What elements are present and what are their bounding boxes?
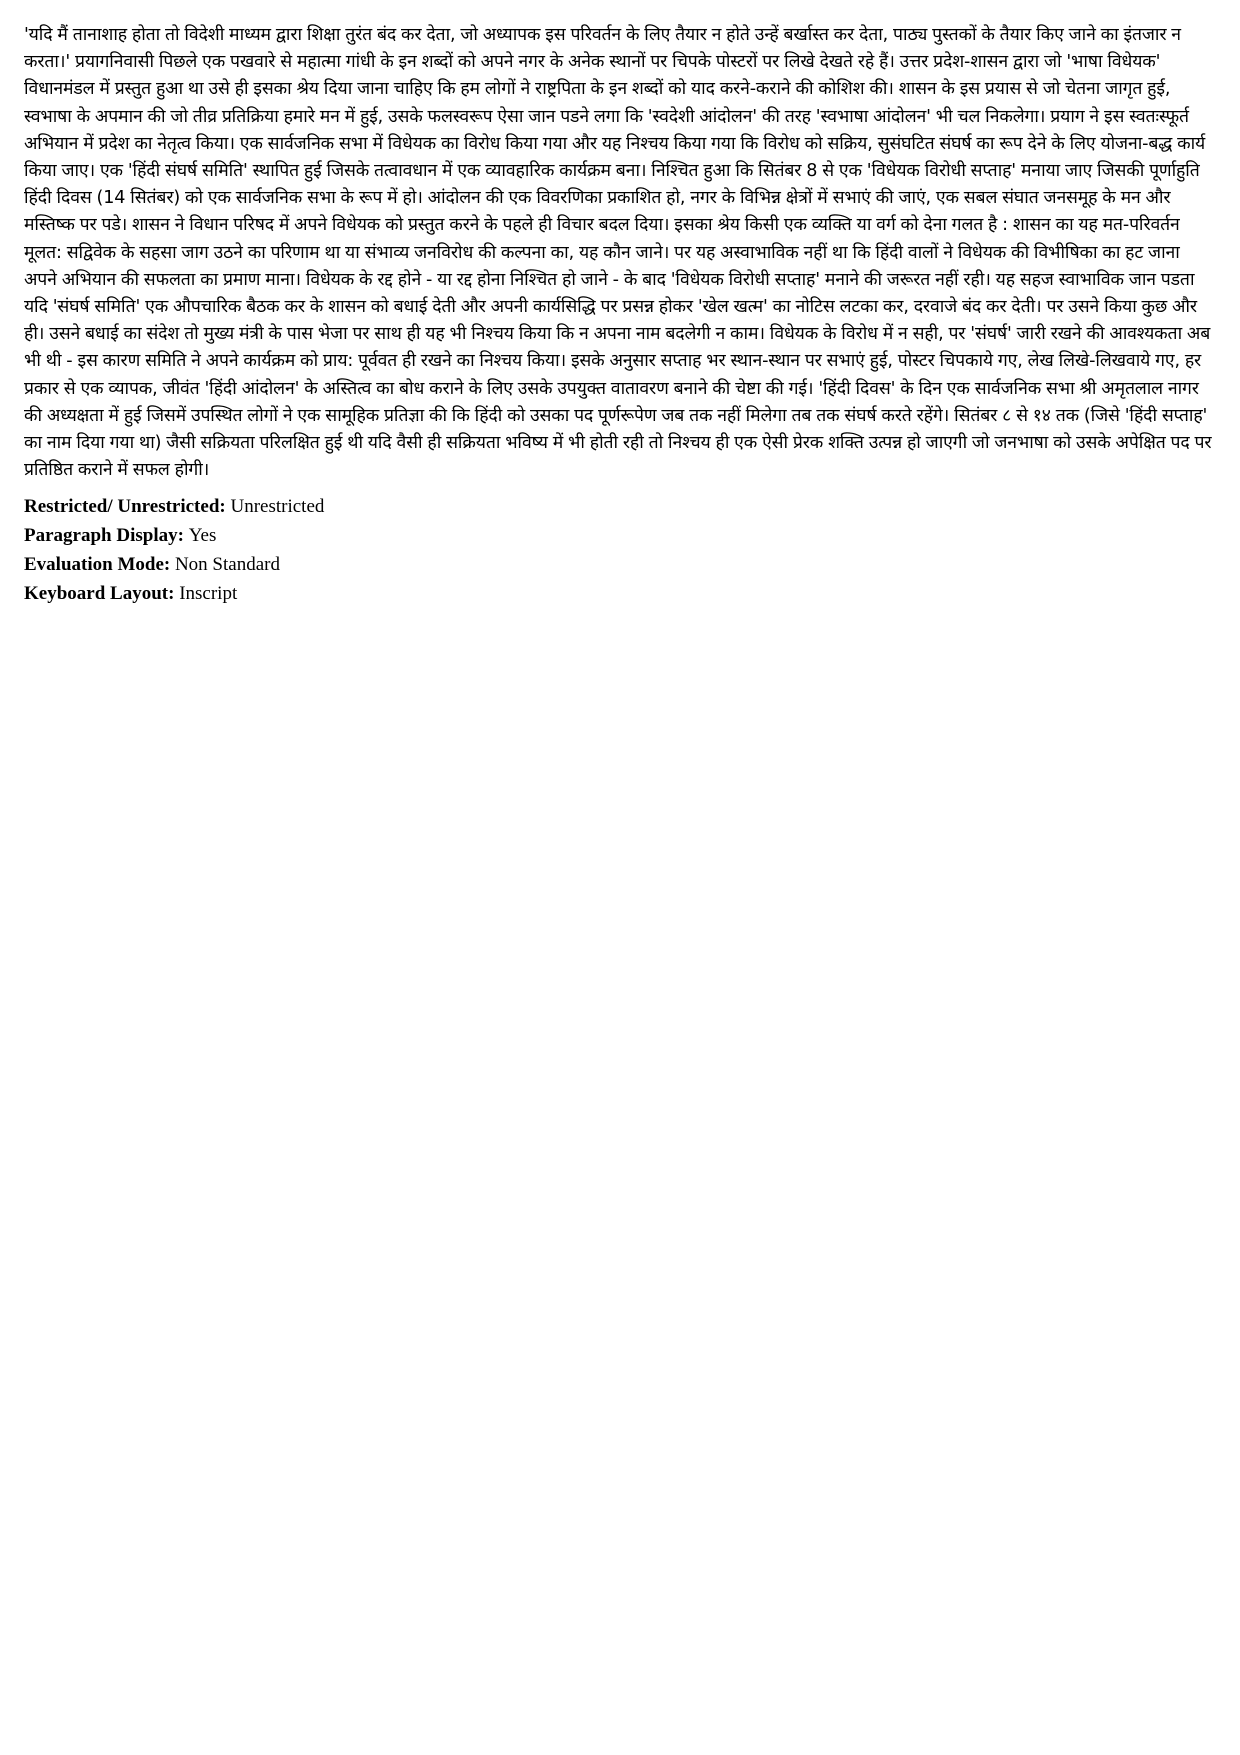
paragraph-display-row: [24, 521, 1216, 550]
evaluation-mode-label: Evaluation Mode:: [24, 554, 175, 576]
passage-settings: [24, 492, 1216, 608]
restriction-label: Restricted/ Unrestricted:: [24, 496, 231, 518]
document-page: [24, 22, 1216, 608]
keyboard-layout-value: Inscript: [179, 583, 238, 605]
evaluation-mode-value: Non Standard: [174, 554, 280, 576]
hindi-passage: 'यदि मैं तानाशाह होता तो विदेशी माध्यम द्वारा शिक्षा तुरंत बंद कर देता, जो अध्यापक इस परिवर्तन के लिए तैयार न होते उन्हें बर्खास्त कर देता, पाठ्य पुस्तकों के तैयार किए जाने का इंतजार न करता।' प्रयागनिवासी पिछले एक पखवारे से महात्मा गांधी के इन शब्दों को अपने नगर के अनेक स्थानों पर चिपके पोस्टरों पर लिखे देखते रहे हैं। उत्तर प्रदेश-शासन द्वारा जो 'भाषा विधेयक' विधानमंडल में प्रस्तुत हुआ था उसे ही इसका श्रेय दिया जाना चाहिए कि हम लोगों ने राष्ट्रपिता के इन शब्दों को याद करने-कराने की कोशिश की। शासन के इस प्रयास से जो चेतना जागृत हुई, स्वभाषा के अपमान की जो तीव्र प्रतिक्रिया हमारे मन में हुई, उसके फलस्वरूप ऐसा जान पडने लगा कि 'स्वदेशी आंदोलन' की तरह 'स्वभाषा आंदोलन' भी चल निकलेगा। प्रयाग ने इस स्वतःस्फूर्त अभियान में प्रदेश का नेतृत्व किया। एक सार्वजनिक सभा में विधेयक का विरोध किया गया और यह निश्चय किया गया कि विरोध को सक्रिय, सुसंघटित संघर्ष का रूप देने के लिए योजना-बद्ध कार्य किया जाए। एक 'हिंदी संघर्ष समिति' स्थापित हुई जिसके तत्वावधान में एक व्यावहारिक कार्यक्रम बना। निश्चित हुआ कि सितंबर 8 से एक 'विधेयक विरोधी सप्ताह' मनाया जाए जिसकी पूर्णाहुति हिंदी दिवस (14 सितंबर) को एक सार्वजनिक सभा के रूप में हो। आंदोलन की एक विवरणिका प्रकाशित हो, नगर के विभिन्न क्षेत्रों में सभाएं की जाएं, एक सबल संघात जनसमूह के मन और मस्तिष्क पर पडे। शासन ने विधान परिषद में अपने विधेयक को प्रस्तुत करने के पहले ही विचार बदल दिया। इसका श्रेय किसी एक व्यक्ति या वर्ग को देना गलत है : शासन का यह मत-परिवर्तन मूलत: सद्विवेक के सहसा जाग उठने का परिणाम था या संभाव्य जनविरोध की कल्पना का, यह कौन जाने। पर यह अस्वाभाविक नहीं था कि हिंदी वालों ने विधेयक की विभीषिका का हट जाना अपने अभियान की सफलता का प्रमाण माना। विधेयक के रद्द होने - या रद्द होना निश्चित हो जाने - के बाद 'विधेयक विरोधी सप्ताह' मनाने की जरूरत नहीं रही। यह सहज स्वाभाविक जान पडता यदि 'संघर्ष समिति' एक औपचारिक बैठक कर के शासन को बधाई देती और अपनी कार्यसिद्धि पर प्रसन्न होकर 'खेल खत्म' का नोटिस लटका कर, दरवाजे बंद कर देती। पर उसने किया कुछ और ही। उसने बधाई का संदेश तो मुख्य मंत्री के पास भेजा पर साथ ही यह भी निश्चय किया कि न अपना नाम बदलेगी न काम। विधेयक के विरोध में न सही, पर 'संघर्ष' जारी रखने की आवश्यकता अब भी थी - इस कारण समिति ने अपने कार्यक्रम को प्राय: पूर्ववत ही रखने का निश्चय किया। इसके अनुसार सप्ताह भर स्थान-स्थान पर सभाएं हुई, पोस्टर चिपकाये गए, लेख लिखे-लिखवाये गए, हर प्रकार से एक व्यापक, जीवंत 'हिंदी आंदोलन' के अस्तित्व का बोध कराने के लिए उसके उपयुक्त वातावरण बनाने की चेष्टा की गई। 'हिंदी दिवस' के दिन एक सार्वजनिक सभा श्री अमृतलाल नागर की अध्यक्षता में हुई जिसमें उपस्थित लोगों ने एक सामूहिक प्रतिज्ञा की कि हिंदी को उसका पद पूर्णरूपेण जब तक नहीं मिलेगा तब तक संघर्ष करते रहेंगे। सितंबर ८ से १४ तक (जिसे 'हिंदी सप्ताह' का नाम दिया गया था) जैसी सक्रियता परिलक्षित हुई थी यदि वैसी ही सक्रियता भविष्य में भी होती रही तो निश्चय ही एक ऐसी प्रेरक शक्ति उत्पन्न हो जाएगी जो जनभाषा को उसके अपेक्षित पद पर प्रतिष्ठित कराने में सफल होगी।: [24, 25, 1212, 481]
restriction-row: [24, 492, 1216, 521]
keyboard-layout-label: Keyboard Layout:: [24, 583, 180, 605]
restriction-value: Unrestricted: [230, 496, 325, 518]
keyboard-layout-row: [24, 579, 1216, 608]
paragraph-display-value: Yes: [188, 525, 217, 547]
evaluation-mode-row: [24, 550, 1216, 579]
paragraph-display-label: Paragraph Display:: [24, 525, 189, 547]
